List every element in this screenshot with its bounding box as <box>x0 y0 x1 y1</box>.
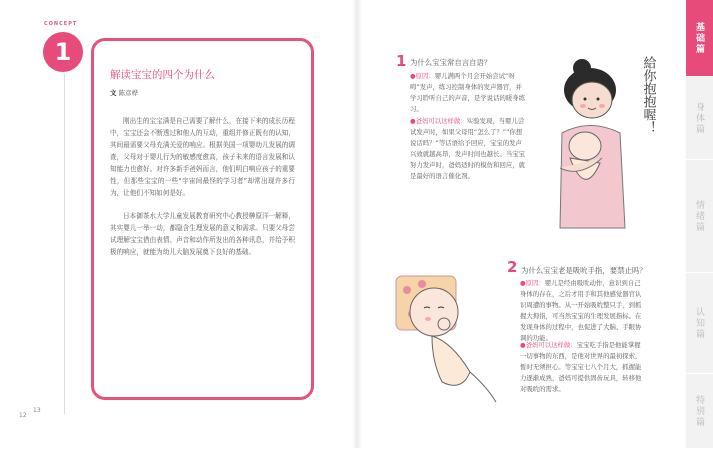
page-number-left: 12 <box>19 412 27 419</box>
question-2-advice <box>520 340 644 395</box>
article-author <box>110 88 295 97</box>
question-2-number: 2 <box>507 258 518 276</box>
tab-emotion[interactable]: 情绪篇 <box>686 160 713 273</box>
tab-cognition[interactable]: 认知篇 <box>686 273 713 374</box>
reason-text: 婴儿满两个月会开始尝试“呀呣”发声，练习控制身体的发声器官，并学习聆听自己的声音，是学说话的暖身练习。 <box>410 72 526 113</box>
reason-text: 婴儿是经由吸吮动作，意识到自己身体的存在，之后才用手和其他感觉器官认识周遭的事物。从一开始吸吮整只手，到抓握大拇指，可当然宝宝的生理发展指标。在发现身体的过程中，也促进了大脑、手眼协调的功能。 <box>520 279 642 342</box>
margin-divider <box>64 74 65 414</box>
tab-basics[interactable]: 基础篇 <box>686 0 713 77</box>
reason-label: 原因： <box>525 279 545 287</box>
reason-label: 原因： <box>415 72 435 80</box>
left-page <box>0 0 356 448</box>
question-1-title: 为什么宝宝常自言自语？ <box>410 58 492 67</box>
question-1-advice <box>410 116 528 182</box>
author-name: 陈彦桦 <box>118 89 139 97</box>
page-number-right: 13 <box>33 407 41 414</box>
mother-hugging-baby-illustration <box>540 38 680 238</box>
article-paragraph: 日本御茶水大学儿童发展教育研究中心教授榊原洋一解释，其实婴儿一举一动，都隐含生理发展的意义和需求。只要父母尝试理解宝宝借由表情、声音和动作所发出的各种讯息，并给予积极的响应，就能为幼儿大脑发展奠下良好的基础。 <box>110 212 295 256</box>
advice-text: 宝宝吃手指是他能掌握一切事物的东西，是他对世界的最初探索，暂时无须担心。等宝宝七八个月大，抓握能力逐渐成熟，爸妈可提供固齿玩具，转移他对吸吮的需求。 <box>520 341 642 393</box>
bullet-icon: ● <box>410 72 416 80</box>
tab-body[interactable]: 身体篇 <box>686 77 713 160</box>
illustration-caption: 給你抱抱喔！ <box>640 56 656 134</box>
bullet-icon: ● <box>410 117 416 125</box>
article-paragraph: 刚出生的宝宝满是自己需要了解什么，在接下来的成长历程中，宝宝还会不断透过和他人的互动，重组并修正既有的认知，其间最需要父母充满关爱的响应。根据美国一项婴幼儿发展的调查，父母对于婴儿行为的敏感度愈高，孩子未来的语言发展和认知能力也愈好。对许多新手爸妈而言，他们明白响应孩子的重要性，但那些宝宝的一些“宇宙间最怪的学习者”却常出现许多行为，让他们不知如何是好。 <box>110 117 295 197</box>
concept-number-badge: 1 <box>43 32 83 72</box>
question-1-reason <box>410 71 528 115</box>
question-1-number: 1 <box>396 52 407 70</box>
advice-label: 爸妈可以这样做： <box>415 117 467 125</box>
article-title: 解读宝宝的四个为什么 <box>110 69 215 81</box>
tab-special[interactable]: 特别篇 <box>686 374 713 449</box>
baby-sucking-thumb-illustration <box>392 262 517 412</box>
advice-text: 实验发现，当婴儿尝试发声时，如果父母用“怎么了？”“你想说话吗？”等话语给予回应，宝宝的发声兴致就越高昂，发声时间也越长。当宝宝努力发声时，爸妈适时的模仿和回应，就是最好的语言催化剂。 <box>410 117 526 180</box>
question-2-title: 为什么宝宝老是吸吮手指，要禁止吗？ <box>521 266 647 275</box>
article-frame <box>91 38 314 400</box>
bullet-icon: ● <box>520 341 526 349</box>
question-2-reason <box>520 278 644 344</box>
book-spine <box>352 0 362 448</box>
advice-label: 爸妈可以这样做： <box>525 341 577 349</box>
bullet-icon: ● <box>520 279 526 287</box>
author-label: 文 <box>110 89 117 97</box>
concept-label: CONCEPT <box>44 21 78 27</box>
